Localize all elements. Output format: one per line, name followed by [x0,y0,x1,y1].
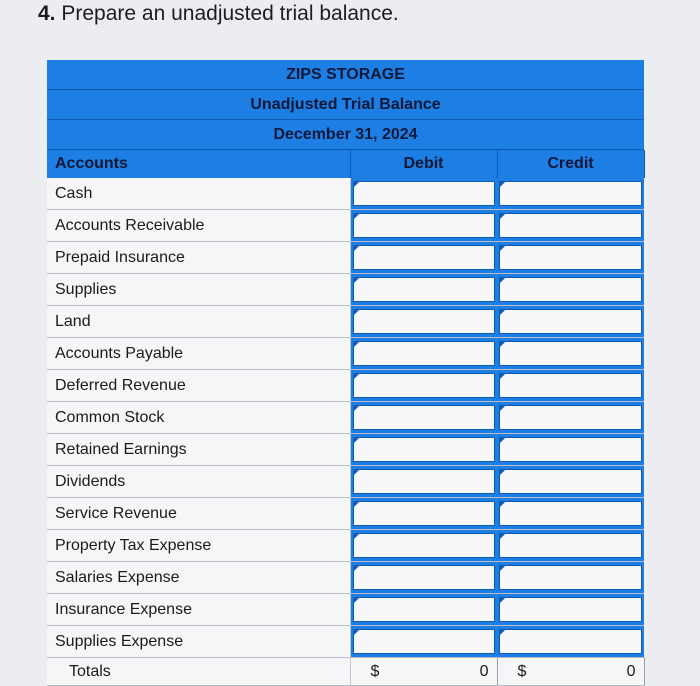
account-name: Common Stock [47,402,350,434]
table-row [47,562,644,594]
debit-cell [350,626,497,658]
account-name: Supplies [47,274,350,306]
credit-cell [497,402,644,434]
account-name: Service Revenue [47,498,350,530]
debit-cell [350,530,497,562]
credit-input[interactable] [499,341,642,366]
debit-input[interactable] [353,341,496,366]
table-row [47,338,644,370]
credit-input[interactable] [499,245,642,270]
credit-column-header: Credit [497,150,644,178]
credit-cell [497,530,644,562]
credit-cell [497,242,644,274]
debit-cell [350,498,497,530]
table-row [47,274,644,306]
debit-input[interactable] [353,437,496,462]
credit-total-currency: $ [517,662,527,680]
debit-cell [350,274,497,306]
table-row [47,178,644,210]
credit-cell [497,562,644,594]
account-name: Retained Earnings [47,434,350,466]
credit-input[interactable] [499,597,642,622]
debit-input[interactable] [353,501,496,526]
question-number: 4. [38,2,56,25]
credit-input[interactable] [499,629,642,654]
credit-input[interactable] [499,373,642,398]
credit-cell [497,498,644,530]
debit-cell [350,562,497,594]
question-text: Prepare an unadjusted trial balance. [61,2,399,25]
table-row [47,466,644,498]
debit-input[interactable] [353,533,496,558]
credit-input[interactable] [499,309,642,334]
credit-cell [497,626,644,658]
credit-total [497,658,644,686]
account-name: Supplies Expense [47,626,350,658]
table-row [47,626,644,658]
account-name: Insurance Expense [47,594,350,626]
credit-input[interactable] [499,277,642,302]
credit-input[interactable] [499,501,642,526]
debit-cell [350,402,497,434]
debit-cell [350,594,497,626]
debit-input[interactable] [353,469,496,494]
debit-column-header: Debit [350,150,497,178]
debit-input[interactable] [353,181,496,206]
credit-cell [497,306,644,338]
credit-total-value: 0 [626,662,636,680]
credit-cell [497,274,644,306]
debit-input[interactable] [353,629,496,654]
account-rows [47,178,644,658]
account-name: Property Tax Expense [47,530,350,562]
debit-cell [350,338,497,370]
table-row [47,530,644,562]
credit-cell [497,466,644,498]
table-row [47,434,644,466]
table-row [47,210,644,242]
debit-input[interactable] [353,405,496,430]
credit-input[interactable] [499,533,642,558]
credit-input[interactable] [499,405,642,430]
debit-total-value: 0 [479,662,489,680]
table-row [47,402,644,434]
debit-input[interactable] [353,245,496,270]
question-prompt [38,2,399,26]
account-name: Dividends [47,466,350,498]
credit-cell [497,434,644,466]
debit-cell [350,466,497,498]
credit-cell [497,210,644,242]
credit-cell [497,178,644,210]
credit-input[interactable] [499,565,642,590]
account-name: Cash [47,178,350,210]
trial-balance-worksheet [47,60,644,686]
debit-cell [350,210,497,242]
debit-cell [350,306,497,338]
debit-input[interactable] [353,213,496,238]
debit-input[interactable] [353,277,496,302]
table-row [47,370,644,402]
table-row [47,306,644,338]
debit-cell [350,242,497,274]
debit-cell [350,434,497,466]
credit-cell [497,594,644,626]
account-name: Salaries Expense [47,562,350,594]
company-name: ZIPS STORAGE [47,60,644,90]
trial-balance-table [47,150,645,686]
table-row [47,594,644,626]
debit-cell [350,178,497,210]
column-header-row [47,150,644,178]
account-name: Land [47,306,350,338]
account-name: Accounts Payable [47,338,350,370]
table-row [47,498,644,530]
credit-cell [497,370,644,402]
account-name: Accounts Receivable [47,210,350,242]
table-row [47,242,644,274]
debit-input[interactable] [353,565,496,590]
credit-input[interactable] [499,469,642,494]
statement-title: Unadjusted Trial Balance [47,90,644,120]
debit-cell [350,370,497,402]
debit-input[interactable] [353,597,496,622]
account-name: Prepaid Insurance [47,242,350,274]
debit-input[interactable] [353,309,496,334]
credit-input[interactable] [499,213,642,238]
debit-total-currency: $ [370,662,380,680]
credit-input[interactable] [499,437,642,462]
credit-cell [497,338,644,370]
totals-row [47,658,644,686]
statement-date: December 31, 2024 [47,120,644,150]
debit-input[interactable] [353,373,496,398]
debit-total [350,658,497,686]
totals-label: Totals [47,658,350,686]
accounts-column-header: Accounts [47,150,350,178]
credit-input[interactable] [499,181,642,206]
account-name: Deferred Revenue [47,370,350,402]
